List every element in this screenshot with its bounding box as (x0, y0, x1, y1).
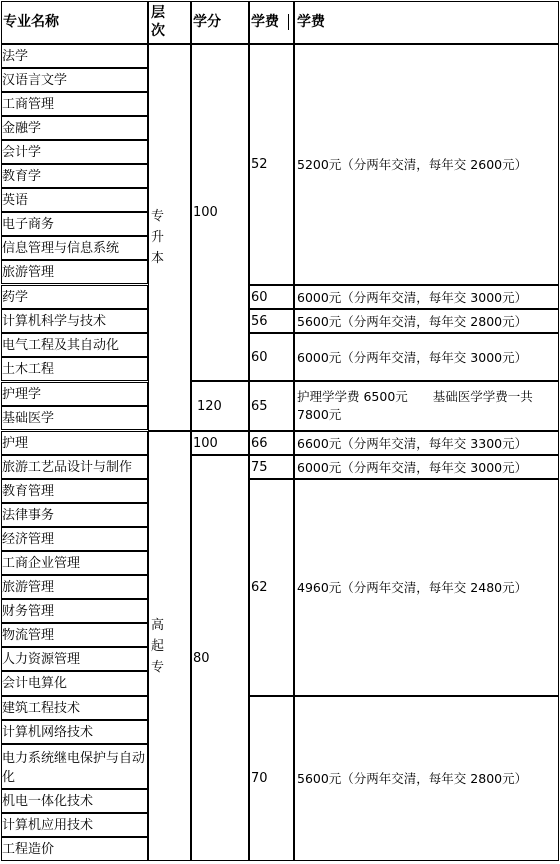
credit-zsb-b (191, 381, 249, 431)
major-name: 工商企业管理 (2, 555, 81, 571)
major-cell (1, 431, 148, 455)
major-cell (1, 44, 148, 68)
header-divider (288, 14, 289, 30)
major-name: 计算机应用技术 (2, 817, 94, 833)
major-cell (1, 479, 148, 503)
major-cell (1, 92, 148, 116)
credit-value: 120 (197, 398, 222, 414)
major-cell (1, 551, 148, 575)
fee-desc: 5600元（分两年交清，每年交 2800元） (297, 771, 528, 786)
major-cell (1, 260, 148, 284)
header-major-label: 专业名称 (3, 14, 59, 30)
level-zsb-label: 专升本 (151, 209, 165, 266)
major-name: 工商管理 (2, 96, 55, 112)
fee-value: 52 (251, 157, 268, 172)
major-cell (1, 720, 148, 744)
credit-zsb-a (191, 44, 249, 381)
level-gqz-label: 高起专 (151, 617, 165, 675)
credit-value: 80 (193, 650, 210, 666)
fee-desc-cell (294, 455, 559, 479)
major-name: 土木工程 (2, 361, 55, 377)
fee-desc-cell (294, 431, 559, 455)
major-cell (1, 236, 148, 260)
major-name: 计算机科学与技术 (2, 313, 107, 329)
major-cell (1, 575, 148, 599)
credit-gqz-a (191, 431, 249, 455)
fee-cell (249, 309, 294, 333)
credit-gqz-b (191, 455, 249, 861)
fee-desc: 4960元（分两年交清，每年交 2480元） (297, 580, 528, 595)
major-name: 电子商务 (2, 216, 55, 232)
fee-cell (249, 479, 294, 696)
fee-desc: 6000元（分两年交清，每年交 3000元） (297, 349, 528, 365)
major-name: 会计学 (2, 144, 42, 160)
fee-desc: 6000元（分两年交清，每年交 3000元） (297, 289, 528, 305)
fee-cell (249, 44, 294, 285)
major-cell (1, 68, 148, 92)
fee-cell (249, 381, 294, 431)
major-name: 旅游管理 (2, 264, 55, 280)
fee-value: 70 (251, 771, 268, 786)
credit-value: 100 (193, 205, 218, 220)
level-gqz (148, 431, 191, 861)
fee-desc: 6000元（分两年交清，每年交 3000元） (297, 459, 528, 475)
major-cell (1, 527, 148, 551)
major-cell (1, 744, 148, 789)
header-level (148, 1, 191, 44)
header-major (1, 1, 148, 44)
fee-desc-cell (294, 285, 559, 309)
major-name: 英语 (2, 192, 29, 208)
major-cell (1, 188, 148, 212)
major-cell (1, 599, 148, 623)
fee-cell (249, 333, 294, 381)
credit-value: 100 (193, 435, 218, 451)
major-name: 经济管理 (2, 531, 55, 547)
fee-desc-cell (294, 309, 559, 333)
major-cell (1, 623, 148, 647)
major-name: 电力系统继电保护与自动化 (2, 751, 146, 785)
major-cell (1, 813, 148, 837)
major-cell (1, 503, 148, 527)
major-cell (1, 837, 148, 861)
major-name: 物流管理 (2, 627, 55, 643)
major-name: 信息管理与信息系统 (2, 240, 120, 256)
major-name: 工程造价 (2, 841, 55, 857)
major-name: 基础医学 (2, 410, 55, 426)
header-fee-long (294, 1, 559, 44)
major-cell (1, 164, 148, 188)
fee-cell (249, 285, 294, 309)
major-cell (1, 671, 148, 696)
header-credit-label: 学分 (193, 14, 221, 30)
fee-value: 56 (251, 313, 268, 329)
major-name: 人力资源管理 (2, 651, 81, 667)
fee-cell (249, 696, 294, 861)
level-zsb (148, 44, 191, 431)
fee-desc-cell (294, 479, 559, 696)
major-cell (1, 285, 148, 309)
major-cell (1, 382, 148, 406)
fee-desc: 6600元（分两年交清，每年交 3300元） (297, 435, 528, 451)
header-fee-short-label: 学费 (251, 14, 279, 30)
major-name: 建筑工程技术 (2, 700, 81, 716)
major-name: 药学 (2, 289, 29, 305)
major-name: 计算机网络技术 (2, 724, 94, 740)
major-cell (1, 357, 148, 381)
major-name: 法学 (2, 48, 29, 64)
major-cell (1, 455, 148, 479)
major-name: 机电一体化技术 (2, 793, 94, 809)
major-name: 财务管理 (2, 603, 55, 619)
major-cell (1, 696, 148, 720)
major-cell (1, 406, 148, 430)
major-name: 汉语言文学 (2, 72, 68, 88)
header-credit (191, 1, 249, 44)
fee-desc-cell (294, 333, 559, 381)
major-name: 电气工程及其自动化 (2, 337, 120, 353)
major-name: 教育管理 (2, 483, 55, 499)
major-cell (1, 309, 148, 333)
major-name: 护理 (2, 435, 29, 451)
fee-cell (249, 431, 294, 455)
fee-value: 60 (251, 289, 268, 305)
fee-value: 65 (251, 398, 268, 414)
fee-desc: 5600元（分两年交清，每年交 2800元） (297, 313, 528, 329)
major-name: 教育学 (2, 168, 42, 184)
fee-cell (249, 455, 294, 479)
major-cell (1, 789, 148, 813)
fee-desc-cell (294, 381, 559, 431)
major-name: 法律事务 (2, 507, 55, 523)
fee-value: 66 (251, 435, 268, 451)
fee-desc-cell (294, 696, 559, 861)
fee-desc: 护理学学费 6500元 基础医学学费一共 7800元 (297, 389, 533, 422)
major-cell (1, 140, 148, 164)
fee-desc-cell (294, 44, 559, 285)
major-name: 会计电算化 (2, 676, 68, 691)
major-cell (1, 212, 148, 236)
major-cell (1, 647, 148, 671)
fee-value: 60 (251, 349, 268, 365)
major-cell (1, 116, 148, 140)
major-name: 旅游管理 (2, 579, 55, 595)
major-name: 护理学 (2, 386, 42, 402)
major-name: 金融学 (2, 120, 42, 136)
header-fee-long-label: 学费 (297, 14, 325, 30)
major-cell (1, 333, 148, 357)
major-name: 旅游工艺品设计与制作 (2, 459, 133, 475)
fee-value: 75 (251, 459, 268, 475)
header-level-label: 层次 (151, 5, 165, 39)
fee-value: 62 (251, 580, 268, 595)
fee-desc: 5200元（分两年交清，每年交 2600元） (297, 157, 528, 172)
